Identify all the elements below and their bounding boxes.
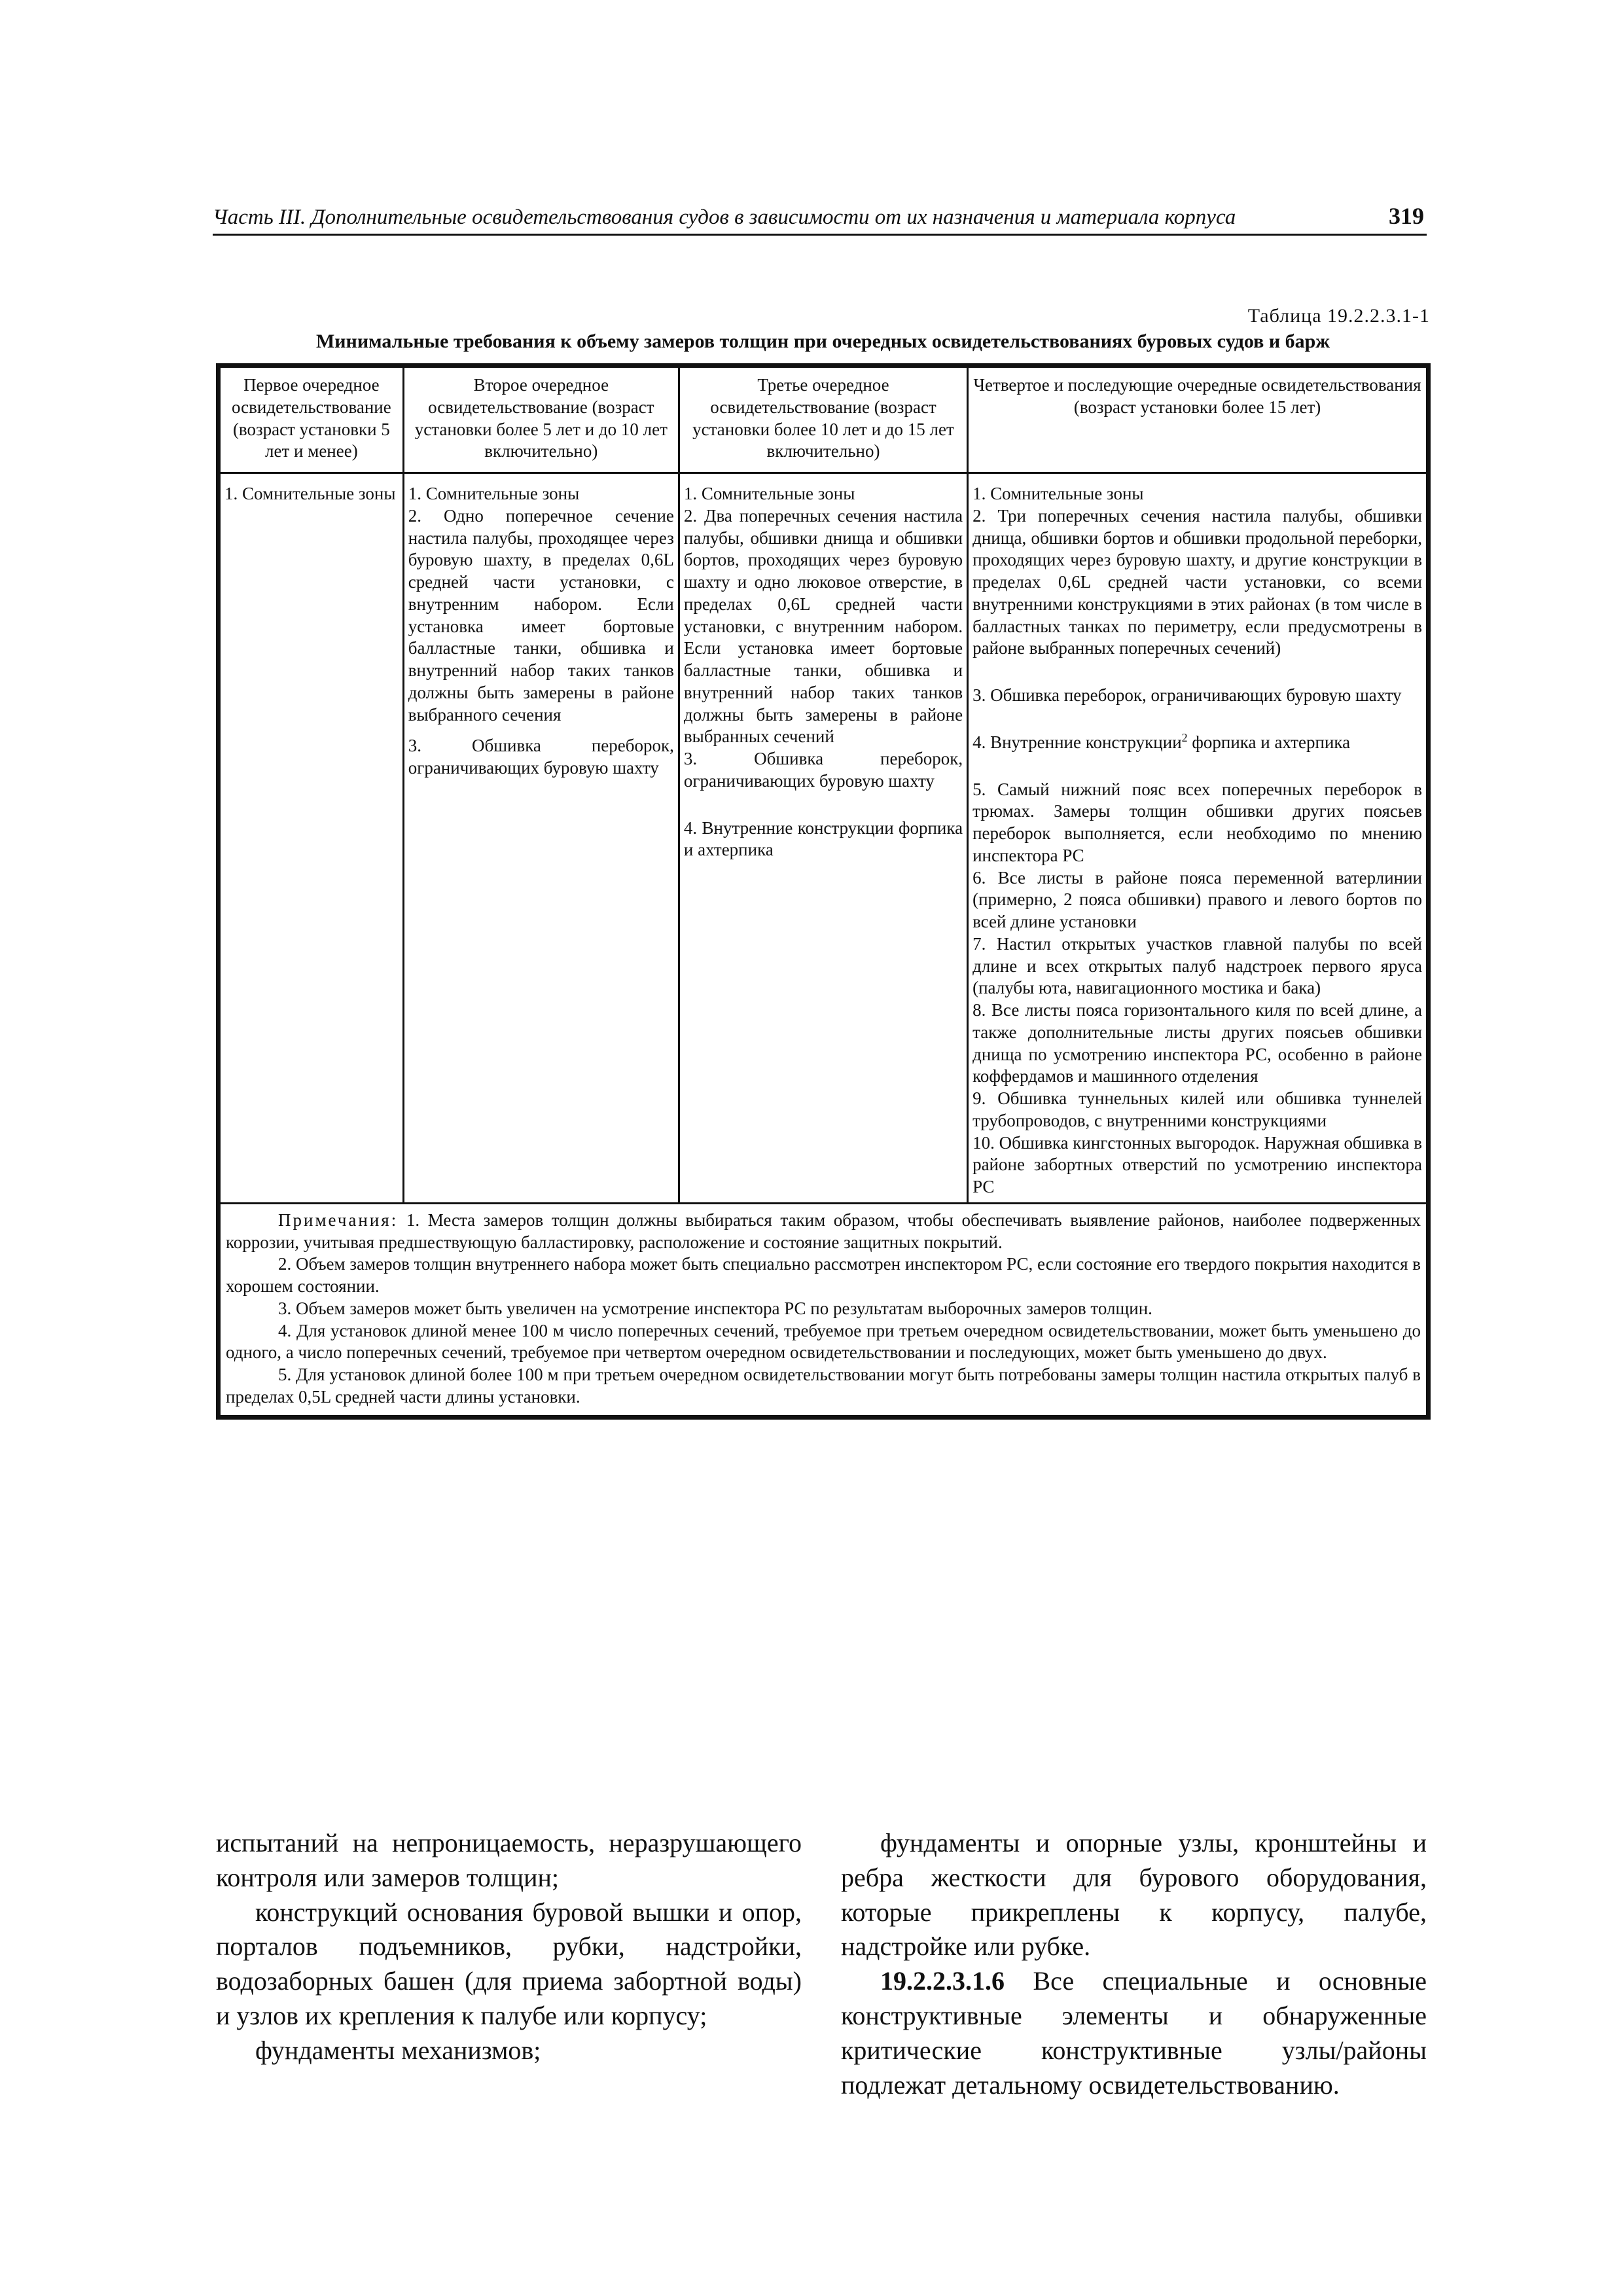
- list-item: 1. Сомнительные зоны: [224, 484, 396, 503]
- paragraph: испытаний на непроницаемость, неразрушающего контроля или замеров толщин;: [216, 1828, 802, 1892]
- column-third-survey: [679, 473, 967, 1204]
- list-item: 3. Обшивка переборок, ограничивающих буровую шахту: [683, 749, 963, 791]
- paragraph: конструкций основания буровой вышки и опор, порталов подъемников, рубки, надстройки, водозаборных башен (для приема забортной воды) и узлов их крепления к палубе или корпусу;: [216, 1897, 802, 2030]
- list-item: 1. Сомнительные зоны: [683, 484, 855, 503]
- paragraph: [841, 1964, 1427, 2102]
- list-item: 9. Обшивка туннельных килей или обшивка туннелей трубопроводов, с внутренними конструкциями: [972, 1088, 1422, 1130]
- table-header-row: [220, 367, 1427, 473]
- list-item: 2. Три поперечных сечения настила палубы, обшивки днища, обшивки бортов и обшивки продольной переборки, проходящих через буровую шахту, и другие конструкции в пределах 0,6L средней части установки, со всеми внутренними конструкциями в этих районах (в том числе в балластных танках по периметру, если предусмотрены в районе выбранных поперечных сечений): [972, 505, 1422, 658]
- list-item: [972, 732, 1422, 754]
- list-item: 2. Два поперечных сечения настила палубы, обшивки днища и обшивки бортов, проходящих через буровую шахту и одно люковое отверстие, в пределах 0,6L средней части установки, с внутренним набором. Если установка имеет бортовые балластные танки, обшивка и внутренний набор таких танков должны быть замерены в районе выбранных сечений: [683, 505, 963, 747]
- section-number: 19.2.2.3.1.6: [880, 1966, 1005, 1996]
- item-text: 4. Внутренние конструкции: [972, 732, 1182, 752]
- column-second-survey: [403, 473, 679, 1204]
- footnote-ref: 2: [1181, 730, 1188, 744]
- body-right-column: [841, 1826, 1427, 2102]
- note-item: 2. Объем замеров толщин внутреннего набора может быть специально рассмотрен инспектором РС, если состояние его твердого покрытия находится в хорошем состоянии.: [226, 1254, 1421, 1296]
- header-col-3: Третье очередное освидетельствование (возраст установки более 10 лет и до 15 лет включительно): [679, 367, 967, 473]
- list-item: 10. Обшивка кингстонных выгородок. Наружная обшивка в районе забортных отверстий по усмотрению инспектора РС: [972, 1132, 1422, 1196]
- paragraph: фундаменты механизмов;: [255, 2035, 541, 2065]
- list-item: 1. Сомнительные зоны: [408, 484, 580, 503]
- list-item: 1. Сомнительные зоны: [972, 484, 1144, 503]
- page-number: 319: [1389, 203, 1424, 229]
- running-header-title: Часть III. Дополнительные освидетельствования судов в зависимости от их назначения и материала корпуса: [213, 206, 1236, 229]
- table-body-row: [220, 473, 1427, 1204]
- list-item: 6. Все листы в районе пояса переменной ватерлинии (примерно, 2 пояса обшивки) правого и левого бортов по всей длине установки: [972, 867, 1422, 931]
- body-left-column: [216, 1826, 802, 2068]
- running-header: [213, 200, 1427, 236]
- header-col-4: Четвертое и последующие очередные освидетельствования (возраст установки более 15 лет): [968, 367, 1427, 473]
- list-item: 3. Обшивка переборок, ограничивающих буровую шахту: [972, 685, 1402, 705]
- column-first-survey: [220, 473, 404, 1204]
- notes-label: Примечания:: [278, 1210, 399, 1230]
- list-item: 5. Самый нижний пояс всех поперечных переборок в трюмах. Замеры толщин обшивки других поясьев переборок выполняется, если необходимо по мнению инспектора РС: [972, 779, 1422, 865]
- header-col-1: Первое очередное освидетельствование (возраст установки 5 лет и менее): [220, 367, 404, 473]
- list-item: 7. Настил открытых участков главной палубы по всей длине и всех открытых палуб надстроек первого яруса (палубы юта, навигационного мостика и бака): [972, 933, 1422, 998]
- paragraph-text: Все специальные и основные конструктивные элементы и обнаруженные критические конструктивные узлы/районы подлежат детальному освидетельствованию.: [841, 1966, 1427, 2100]
- note-text: 1. Места замеров толщин должны выбираться таким образом, чтобы обеспечивать выявление районов, наиболее подверженных коррозии, учитывая предшествующую балластировку, расположение и состояние защитных покрытий.: [226, 1210, 1421, 1252]
- list-item: 2. Одно поперечное сечение настила палубы, проходящее через буровую шахту, в пределах 0,6L средней части установки, с внутренним набором. Если установка имеет бортовые балластные танки, обшивка и внутренний набор таких танков должны быть замерены в районе выбранного сечения: [408, 505, 674, 725]
- list-item: 4. Внутренние конструкции форпика и ахтерпика: [683, 817, 963, 860]
- paragraph: фундаменты и опорные узлы, кронштейны и ребра жесткости для бурового оборудования, которые прикреплены к корпусу, палубе, надстройке или рубке.: [841, 1828, 1427, 1962]
- table-notes-row: [220, 1203, 1427, 1416]
- table-caption: Минимальные требования к объему замеров толщин при очередных освидетельствованиях буровых судов и барж: [315, 331, 1330, 352]
- note-item: 5. Для установок длиной более 100 м при третьем очередном освидетельствовании могут быть потребованы замеры толщин настила открытых палуб в пределах 0,5L средней части длины установки.: [226, 1365, 1421, 1407]
- table-label: Таблица 19.2.2.3.1-1: [1247, 305, 1430, 327]
- list-item: 3. Обшивка переборок, ограничивающих буровую шахту: [408, 736, 674, 778]
- item-text: форпика и ахтерпика: [1187, 732, 1351, 752]
- header-col-2: Второе очередное освидетельствование (возраст установки более 5 лет и до 10 лет включительно): [403, 367, 679, 473]
- note-item: 3. Объем замеров может быть увеличен на усмотрение инспектора РС по результатам выборочных замеров толщин.: [278, 1298, 1152, 1318]
- list-item: 8. Все листы пояса горизонтального киля по всей длине, а также дополнительные листы других поясьев обшивки днища по усмотрению инспектора РС, особенно в районе коффердамов и машинного отделения: [972, 1000, 1422, 1086]
- note-item: 4. Для установок длиной менее 100 м число поперечных сечений, требуемое при третьем очередном освидетельствовании, может быть уменьшено до одного, а число поперечных сечений, требуемое при четвертом очередном освидетельствовании и последующих, может быть уменьшено до двух.: [226, 1320, 1421, 1363]
- table-notes: [220, 1203, 1427, 1416]
- requirements-table: [216, 363, 1431, 1420]
- note-item: [226, 1210, 1421, 1254]
- column-fourth-survey: [968, 473, 1427, 1204]
